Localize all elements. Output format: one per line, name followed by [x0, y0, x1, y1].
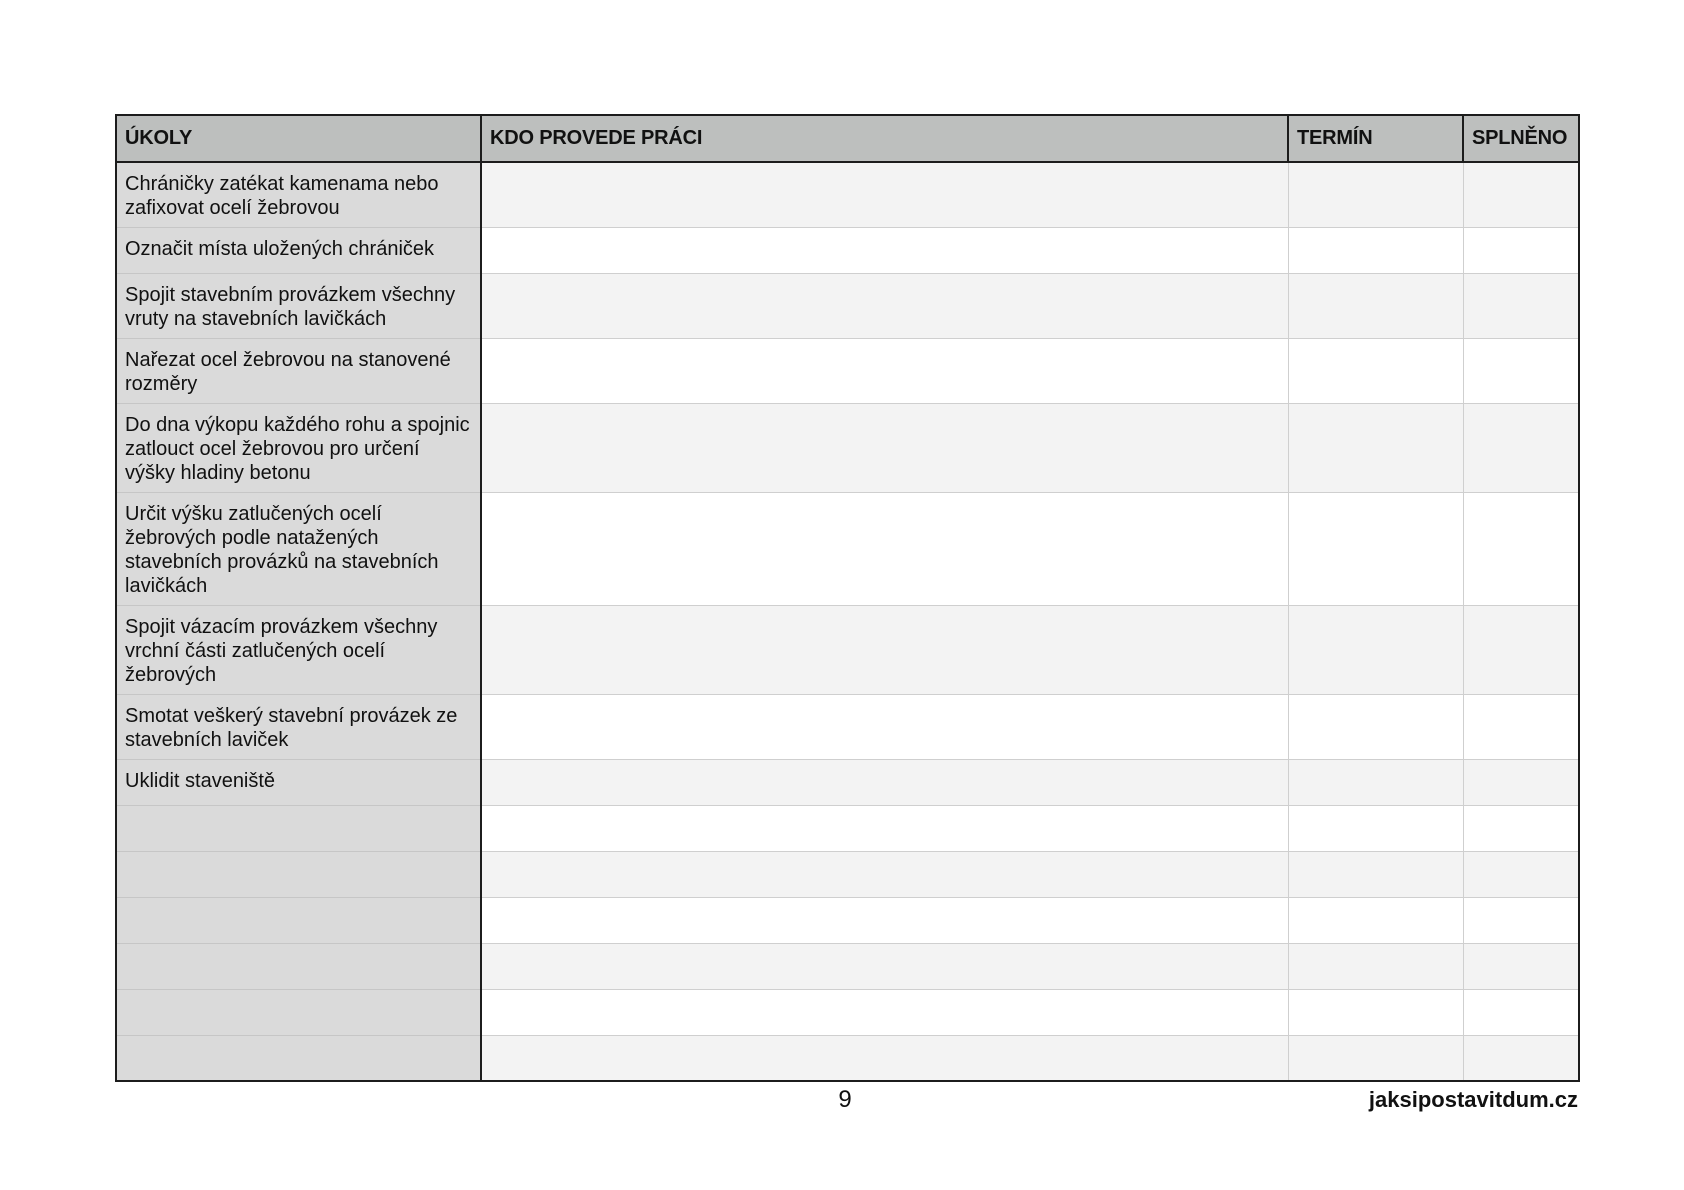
who-cell[interactable] [481, 897, 1288, 943]
deadline-cell[interactable] [1288, 1035, 1463, 1081]
task-table [115, 114, 1580, 1082]
task-cell: Označit místa uložených chrániček [116, 227, 481, 273]
table-row [116, 1035, 1579, 1081]
task-cell: Chráničky zatékat kamenama nebo zafixovat ocelí žebrovou [116, 162, 481, 227]
table-row [116, 943, 1579, 989]
deadline-cell[interactable] [1288, 492, 1463, 605]
who-cell[interactable] [481, 805, 1288, 851]
deadline-cell[interactable] [1288, 403, 1463, 492]
task-cell: Spojit vázacím provázkem všechny vrchní části zatlučených ocelí žebrových [116, 605, 481, 694]
done-cell[interactable] [1463, 403, 1579, 492]
done-cell[interactable] [1463, 897, 1579, 943]
done-cell[interactable] [1463, 492, 1579, 605]
table-row [116, 989, 1579, 1035]
deadline-cell[interactable] [1288, 273, 1463, 338]
task-cell: Nařezat ocel žebrovou na stanovené rozměry [116, 338, 481, 403]
who-cell[interactable] [481, 1035, 1288, 1081]
page-number: 9 [838, 1086, 852, 1113]
table-row [116, 694, 1579, 759]
task-cell: Smotat veškerý stavební provázek ze stavebních laviček [116, 694, 481, 759]
done-cell[interactable] [1463, 605, 1579, 694]
who-cell[interactable] [481, 403, 1288, 492]
deadline-cell[interactable] [1288, 897, 1463, 943]
done-cell[interactable] [1463, 1035, 1579, 1081]
header-who: KDO PROVEDE PRÁCI [481, 115, 1288, 162]
who-cell[interactable] [481, 605, 1288, 694]
task-cell: Spojit stavebním provázkem všechny vruty na stavebních lavičkách [116, 273, 481, 338]
table-row [116, 338, 1579, 403]
table-row [116, 897, 1579, 943]
table-header-row [116, 115, 1579, 162]
deadline-cell[interactable] [1288, 851, 1463, 897]
deadline-cell[interactable] [1288, 759, 1463, 805]
deadline-cell[interactable] [1288, 338, 1463, 403]
table-row [116, 227, 1579, 273]
task-cell: Určit výšku zatlučených ocelí žebrových podle natažených stavebních provázků na stavebních lavičkách [116, 492, 481, 605]
task-cell: Do dna výkopu každého rohu a spojnic zatlouct ocel žebrovou pro určení výšky hladiny betonu [116, 403, 481, 492]
header-done: SPLNĚNO [1463, 115, 1579, 162]
table-row [116, 162, 1579, 227]
done-cell[interactable] [1463, 943, 1579, 989]
done-cell[interactable] [1463, 851, 1579, 897]
who-cell[interactable] [481, 492, 1288, 605]
deadline-cell[interactable] [1288, 805, 1463, 851]
done-cell[interactable] [1463, 759, 1579, 805]
who-cell[interactable] [481, 162, 1288, 227]
deadline-cell[interactable] [1288, 943, 1463, 989]
who-cell[interactable] [481, 851, 1288, 897]
who-cell[interactable] [481, 273, 1288, 338]
task-cell[interactable] [116, 897, 481, 943]
task-cell[interactable] [116, 805, 481, 851]
done-cell[interactable] [1463, 694, 1579, 759]
table-row [116, 605, 1579, 694]
deadline-cell[interactable] [1288, 605, 1463, 694]
table-row [116, 492, 1579, 605]
task-cell: Uklidit staveniště [116, 759, 481, 805]
done-cell[interactable] [1463, 227, 1579, 273]
done-cell[interactable] [1463, 162, 1579, 227]
task-cell[interactable] [116, 943, 481, 989]
table-row [116, 273, 1579, 338]
task-cell[interactable] [116, 989, 481, 1035]
done-cell[interactable] [1463, 989, 1579, 1035]
task-cell[interactable] [116, 851, 481, 897]
done-cell[interactable] [1463, 805, 1579, 851]
done-cell[interactable] [1463, 273, 1579, 338]
task-cell[interactable] [116, 1035, 481, 1081]
who-cell[interactable] [481, 759, 1288, 805]
table-row [116, 851, 1579, 897]
who-cell[interactable] [481, 989, 1288, 1035]
table-row [116, 805, 1579, 851]
table-row [116, 403, 1579, 492]
table-row [116, 759, 1579, 805]
who-cell[interactable] [481, 943, 1288, 989]
deadline-cell[interactable] [1288, 227, 1463, 273]
done-cell[interactable] [1463, 338, 1579, 403]
deadline-cell[interactable] [1288, 162, 1463, 227]
website-url[interactable]: jaksipostavitdum.cz [1368, 1087, 1578, 1112]
header-deadline: TERMÍN [1288, 115, 1463, 162]
deadline-cell[interactable] [1288, 694, 1463, 759]
header-tasks: ÚKOLY [116, 115, 481, 162]
who-cell[interactable] [481, 338, 1288, 403]
who-cell[interactable] [481, 694, 1288, 759]
deadline-cell[interactable] [1288, 989, 1463, 1035]
who-cell[interactable] [481, 227, 1288, 273]
